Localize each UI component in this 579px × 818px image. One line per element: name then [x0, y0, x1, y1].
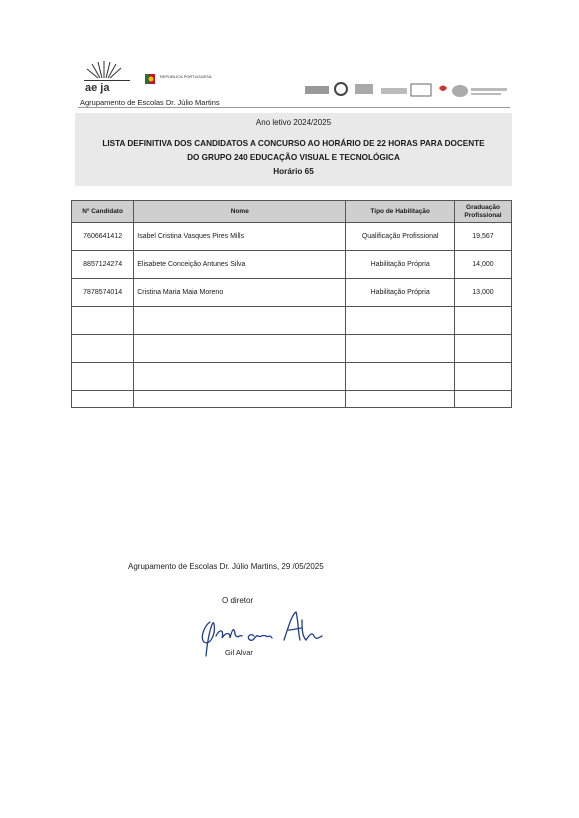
header-name: Nome [134, 201, 346, 223]
candidates-table [71, 200, 512, 408]
school-name: Agrupamento de Escolas Dr. Júlio Martins [80, 98, 220, 107]
place-and-date: Agrupamento de Escolas Dr. Júlio Martins, 29 /05/2025 [128, 562, 324, 571]
candidate-qualification: Qualificação Profissional [346, 223, 455, 251]
svg-text:ae ja: ae ja [85, 82, 110, 94]
table-row [72, 251, 512, 279]
government-name: REPÚBLICA PORTUGUESA [160, 74, 212, 79]
table-header-row [72, 201, 512, 223]
empty-table-row [72, 307, 512, 335]
document-title-line-3: Horário 65 [273, 167, 314, 176]
candidate-grade: 14,000 [455, 251, 512, 279]
candidate-name: Elisabete Conceição Antunes Silva [134, 251, 346, 279]
empty-table-row [72, 363, 512, 391]
empty-table-row [72, 335, 512, 363]
header-number: Nº Candidato [72, 201, 134, 223]
partner-logos-icon [303, 80, 513, 102]
candidate-number: 8857124274 [72, 251, 134, 279]
candidate-number: 7606641412 [72, 223, 134, 251]
header-divider [78, 107, 510, 108]
empty-table-row [72, 391, 512, 408]
document-title-line-2: DO GRUPO 240 EDUCAÇÃO VISUAL E TECNOLÓGICA [187, 153, 400, 162]
signature-icon [180, 604, 350, 660]
candidate-number: 7878574014 [72, 279, 134, 307]
candidate-grade: 13,000 [455, 279, 512, 307]
school-year: Ano letivo 2024/2025 [255, 118, 332, 127]
document-title-line-1: LISTA DEFINITIVA DOS CANDIDATOS A CONCURSO AO HORÁRIO DE 22 HORAS PARA DOCENTE [102, 139, 485, 148]
school-logo-icon [78, 60, 138, 96]
candidate-name: Cristina Maria Maia Moreno [134, 279, 346, 307]
candidate-name: Isabel Cristina Vasques Pires Mills [134, 223, 346, 251]
table-row [72, 279, 512, 307]
table-row [72, 223, 512, 251]
header-type: Tipo de Habilitação [346, 201, 455, 223]
candidate-qualification: Habilitação Própria [346, 279, 455, 307]
header-grade-line-1: Graduação [466, 203, 500, 211]
header-grade [455, 201, 512, 223]
header-grade-line-2: Profissional [464, 211, 502, 219]
director-name: Gil Alvar [225, 648, 253, 657]
candidate-qualification: Habilitação Própria [346, 251, 455, 279]
candidate-grade: 19,567 [455, 223, 512, 251]
title-box [75, 113, 512, 186]
director-role: O diretor [222, 596, 254, 605]
